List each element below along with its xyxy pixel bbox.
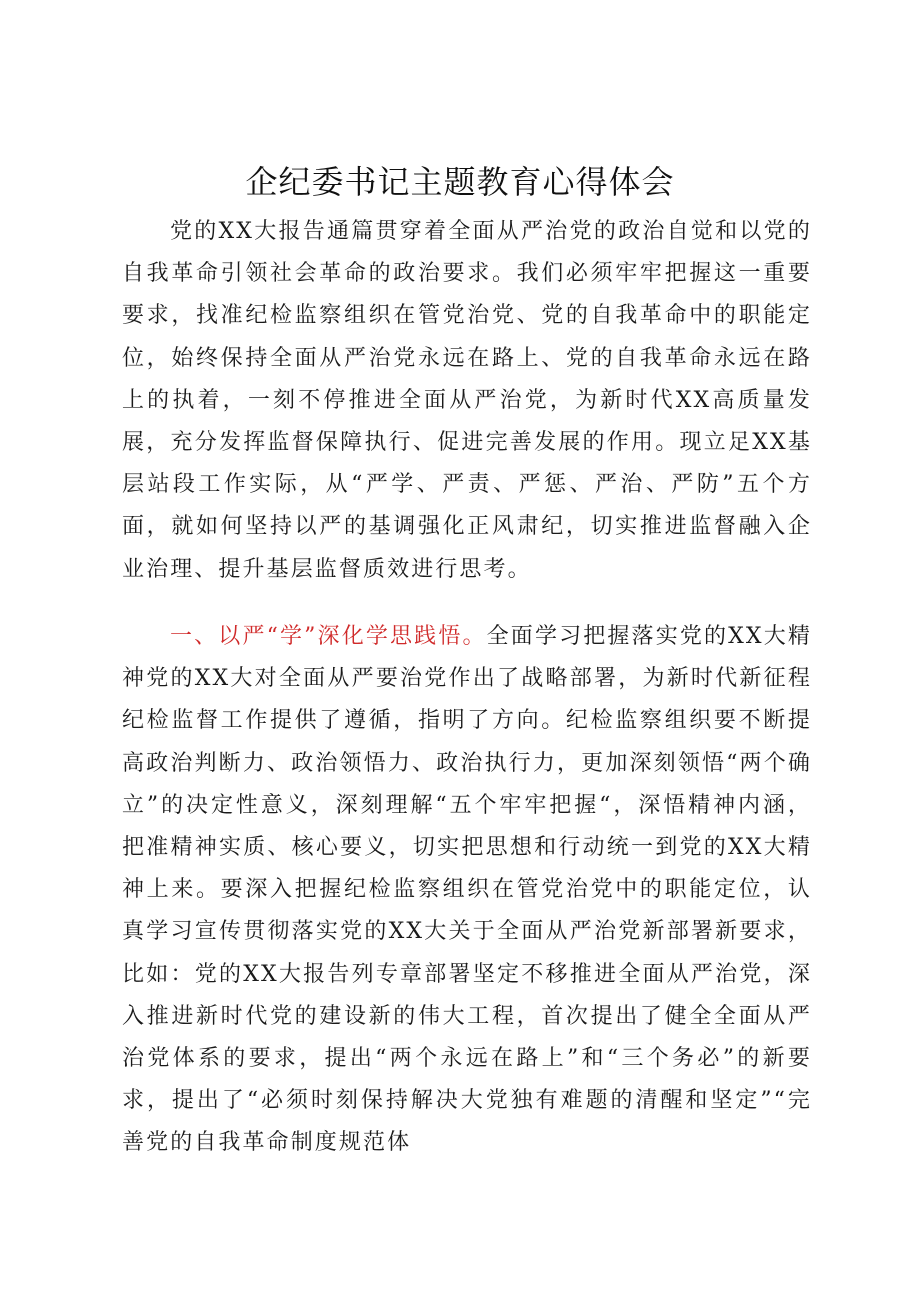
section-heading-one: 一、以严“学”深化学思践悟。 bbox=[170, 624, 487, 649]
document-title: 企纪委书记主题教育心得体会 bbox=[245, 163, 675, 201]
section-one-body: 全面学习把握落实党的XX大精神党的XX大对全面从严要治党作出了战略部署，为新时代新征程纪检监督工作提供了遵循，指明了方向。纪检监察组织要不断提高政治判断力、政治领悟力、政治执行力，更加深刻领悟“两个确立”的决定性意义，深刻理解“五个牢牢把握“，深悟精神内涵，把准精神实质、核心要义，切实把思想和行动统一到党的XX大精神上来。要深入把握纪检监察组织在管党治党中的职能定位，认真学习宣传贯彻落实党的XX大关于全面从严治党新部署新要求，比如：党的XX大报告列专章部署坚定不移推进全面从严治党，深入推进新时代党的建设新的伟大工程，首次提出了健全全面从严治党体系的要求，提出“两个永远在路上”和“三个务必”的新要求，提出了“必须时刻保持解决大党独有难题的清醒和坚定”“完善党的自我革命制度规范体 bbox=[122, 624, 812, 1156]
paragraph-section-one bbox=[122, 616, 812, 1165]
paragraph-intro: 党的XX大报告通篇贯穿着全面从严治党的政治自觉和以党的自我革命引领社会革命的政治要求。我们必须牢牢把握这一重要要求，找准纪检监察组织在管党治党、党的自我革命中的职能定位，始终保持全面从严治党永远在路上、党的自我革命永远在路上的执着，一刻不停推进全面从严治党，为新时代XX高质量发展，充分发挥监督保障执行、促进完善发展的作用。现立足XX基层站段工作实际，从“严学、严责、严惩、严治、严防”五个方面，就如何坚持以严的基调强化正风肃纪，切实推进监督融入企业治理、提升基层监督质效进行思考。 bbox=[122, 219, 812, 582]
